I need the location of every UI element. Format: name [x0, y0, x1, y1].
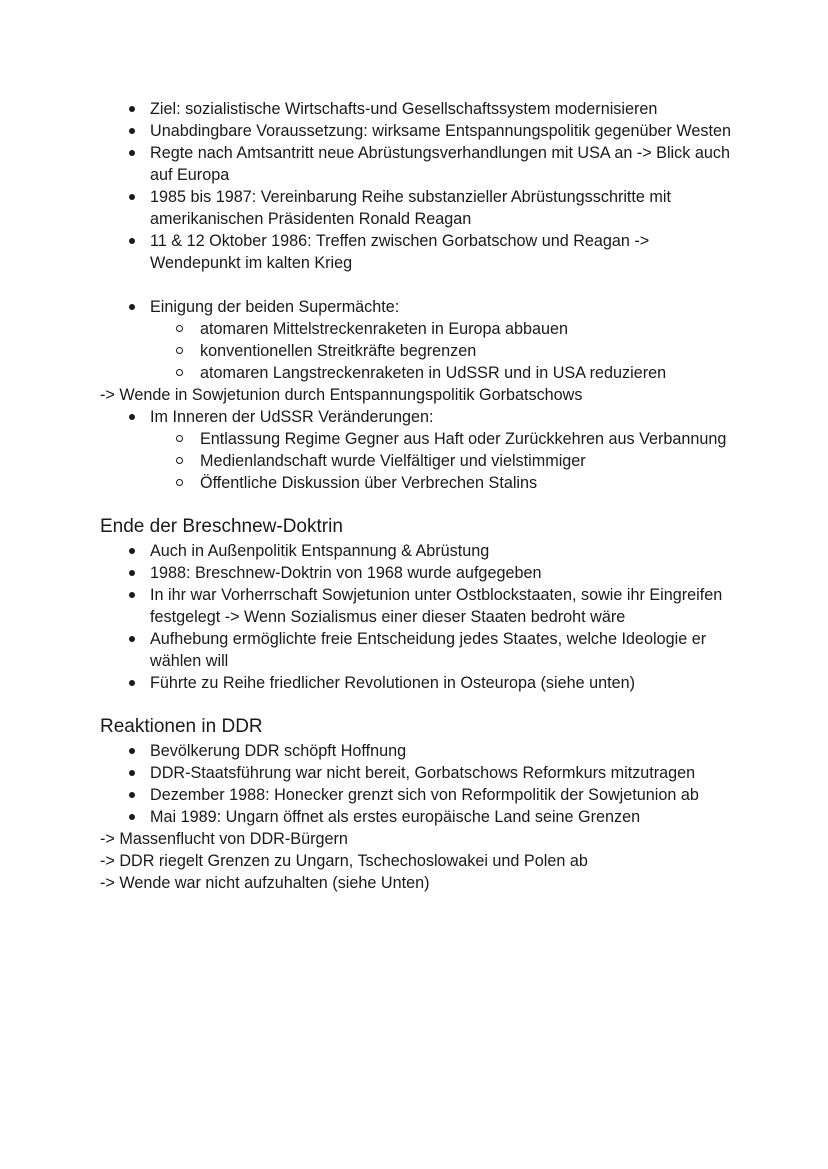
list-item: Ziel: sozialistische Wirtschafts-und Gesellschaftssystem modernisieren [100, 98, 740, 120]
list-item: 11 & 12 Oktober 1986: Treffen zwischen Gorbatschow und Reagan -> Wendepunkt im kalten Krieg [100, 230, 740, 274]
sub-list-item: Öffentliche Diskussion über Verbrechen Stalins [100, 472, 740, 494]
list-item: Unabdingbare Voraussetzung: wirksame Entspannungspolitik gegenüber Westen [100, 120, 740, 142]
list-item: Auch in Außenpolitik Entspannung & Abrüstung [100, 540, 740, 562]
list-item [100, 406, 740, 494]
list-item: Aufhebung ermöglichte freie Entscheidung jedes Staates, welche Ideologie er wählen will [100, 628, 740, 672]
document-content [100, 98, 740, 894]
breschnew-bullet-list [100, 540, 740, 694]
sub-list-item: Entlassung Regime Gegner aus Haft oder Zurückkehren aus Verbannung [100, 428, 740, 450]
inner-changes-list [100, 406, 740, 494]
list-item [100, 296, 740, 384]
list-item: Regte nach Amtsantritt neue Abrüstungsverhandlungen mit USA an -> Blick auch auf Europa [100, 142, 740, 186]
section-breschnew [100, 504, 740, 694]
arrow-line: -> DDR riegelt Grenzen zu Ungarn, Tschechoslowakei und Polen ab [100, 852, 588, 870]
blank-line [100, 274, 740, 296]
list-item: Führte zu Reihe friedlicher Revolutionen in Osteuropa (siehe unten) [100, 672, 740, 694]
arrow-line: -> Massenflucht von DDR-Bürgern [100, 830, 348, 848]
sub-list-item: atomaren Langstreckenraketen in UdSSR und in USA reduzieren [100, 362, 740, 384]
section-heading: Reaktionen in DDR [100, 716, 263, 737]
list-item: Mai 1989: Ungarn öffnet als erstes europäische Land seine Grenzen [100, 806, 740, 828]
agreement-label: Einigung der beiden Supermächte: [150, 298, 400, 316]
sub-list-item: Medienlandschaft wurde Vielfältiger und vielstimmiger [100, 450, 740, 472]
intro-bullet-list [100, 98, 740, 274]
list-item: 1988: Breschnew-Doktrin von 1968 wurde aufgegeben [100, 562, 740, 584]
sub-list-item: atomaren Mittelstreckenraketen in Europa abbauen [100, 318, 740, 340]
list-item: 1985 bis 1987: Vereinbarung Reihe substanzieller Abrüstungsschritte mit amerikanischen Präsidenten Ronald Reagan [100, 186, 740, 230]
wende-line: -> Wende in Sowjetunion durch Entspannungspolitik Gorbatschows [100, 386, 583, 404]
agreement-list [100, 296, 740, 384]
ddr-bullet-list [100, 740, 740, 828]
list-item: Bevölkerung DDR schöpft Hoffnung [100, 740, 740, 762]
list-item: In ihr war Vorherrschaft Sowjetunion unter Ostblockstaaten, sowie ihr Eingreifen festgelegt -> Wenn Sozialismus einer dieser Staaten bedroht wäre [100, 584, 740, 628]
list-item: DDR-Staatsführung war nicht bereit, Gorbatschows Reformkurs mitzutragen [100, 762, 740, 784]
arrow-line: -> Wende war nicht aufzuhalten (siehe Unten) [100, 874, 430, 892]
inner-sublist [100, 428, 740, 494]
list-item: Dezember 1988: Honecker grenzt sich von Reformpolitik der Sowjetunion ab [100, 784, 740, 806]
sub-list-item: konventionellen Streitkräfte begrenzen [100, 340, 740, 362]
inner-label: Im Inneren der UdSSR Veränderungen: [150, 408, 434, 426]
agreement-sublist [100, 318, 740, 384]
section-heading: Ende der Breschnew-Doktrin [100, 516, 343, 537]
section-ddr [100, 704, 740, 894]
